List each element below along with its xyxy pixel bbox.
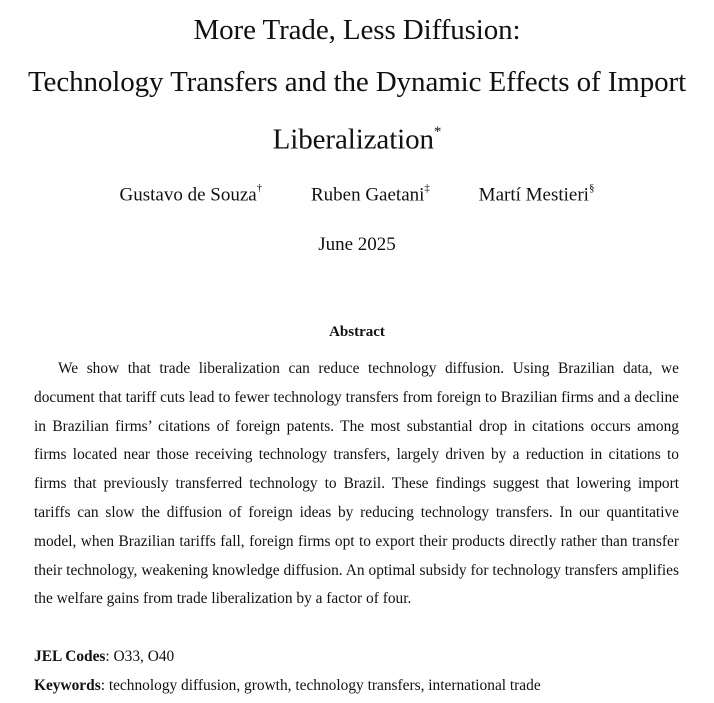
author-3 xyxy=(479,184,595,206)
author-name: Gustavo de Souza xyxy=(119,184,257,206)
jel-codes-label: JEL Codes xyxy=(34,648,106,665)
author-footnote-mark: † xyxy=(256,182,263,194)
abstract-text: We show that trade liberalization can reduce technology diffusion. Using Brazilian data, we document that tariff cuts lead to fewer technology transfers from foreign to Brazilian firms and a decline in Brazilian firms’ citations of foreign patents. The most substantial drop in citations occurs among firms located near those receiving technology transfers, largely driven by a reduction in citations to firms that previously transferred technology to Brazil. These findings suggest that lowering import tariffs can slow the diffusion of foreign ideas by reducing technology transfers. In our quantitative model, when Brazilian tariffs fall, foreign firms opt to export their products directly rather than transfer their technology, weakening knowledge diffusion. An optimal subsidy for technology transfers amplifies the welfare gains from trade liberalization by a factor of four. xyxy=(34,360,679,608)
author-list xyxy=(0,184,714,206)
title-line-1: More Trade, Less Diffusion: xyxy=(193,14,521,46)
author-footnote-mark: ‡ xyxy=(424,182,430,194)
publication-date: June 2025 xyxy=(318,234,396,255)
title-line-3-text: Liberalization xyxy=(272,123,434,156)
keywords xyxy=(34,672,679,701)
title-line-3 xyxy=(0,108,714,166)
author-2 xyxy=(311,184,430,206)
jel-codes xyxy=(34,643,679,672)
keywords-label: Keywords xyxy=(34,677,101,694)
paper-title xyxy=(0,4,714,166)
title-line-2: Technology Transfers and the Dynamic Effects of Import xyxy=(27,66,687,98)
jel-codes-value: : O33, O40 xyxy=(105,648,175,665)
abstract-heading: Abstract xyxy=(329,324,385,340)
author-name: Martí Mestieri xyxy=(478,184,589,206)
keywords-value: : technology diffusion, growth, technology transfers, international trade xyxy=(100,677,541,694)
author-1 xyxy=(120,184,263,206)
author-name: Ruben Gaetani xyxy=(310,184,425,206)
author-footnote-mark: § xyxy=(588,182,595,194)
title-footnote-mark: * xyxy=(433,124,442,140)
